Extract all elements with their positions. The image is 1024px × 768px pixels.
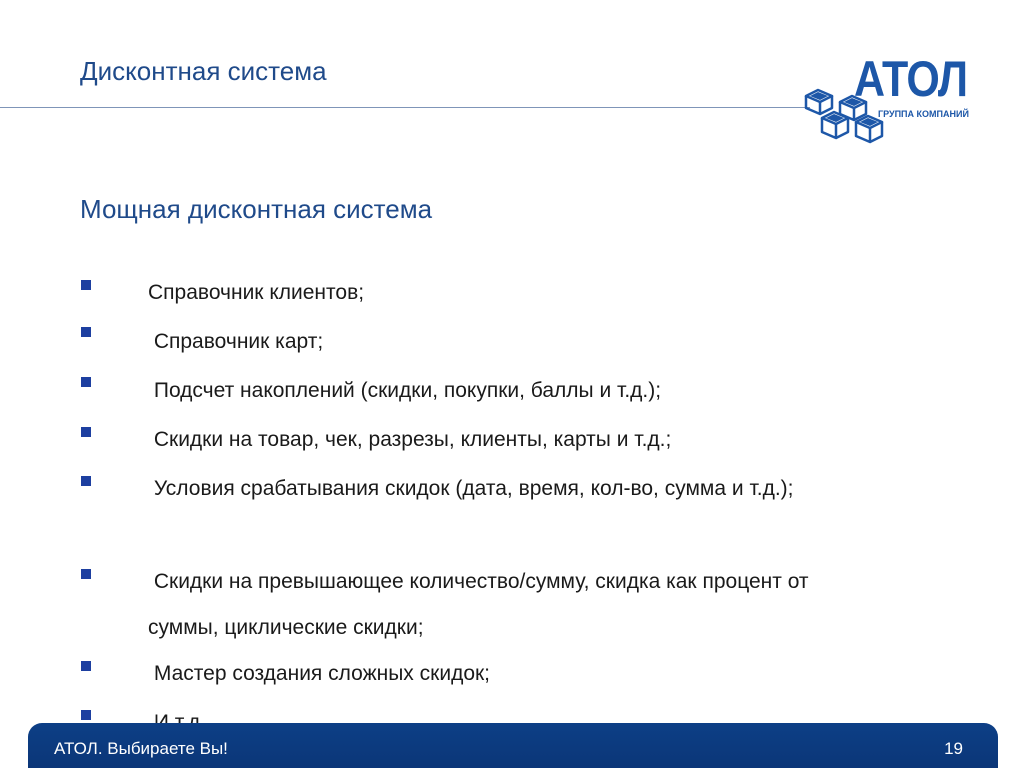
bullet-square-icon <box>81 427 91 437</box>
bullet-square-icon <box>81 661 91 671</box>
list-item-text: Скидки на превышающее количество/сумму, скидка как процент от суммы, циклические скидки; <box>148 570 815 639</box>
section-heading: Мощная дисконтная система <box>80 194 433 224</box>
list-item-text: Подсчет накоплений (скидки, покупки, баллы и т.д.); <box>148 379 662 402</box>
company-logo <box>802 51 992 150</box>
bullet-square-icon <box>81 569 91 579</box>
bullet-square-icon <box>81 280 91 290</box>
footer-slogan: АТОЛ. Выбираете Вы! <box>54 739 228 758</box>
page-number: 19 <box>944 739 963 758</box>
bullet-square-icon <box>81 377 91 387</box>
header-divider <box>0 107 810 108</box>
slide-title: Дисконтная система <box>80 56 327 86</box>
footer-bar <box>28 723 998 768</box>
list-item-text: Скидки на товар, чек, разрезы, клиенты, карты и т.д.; <box>148 428 672 451</box>
logo-subtitle: ГРУППА КОМПАНИЙ <box>878 109 969 119</box>
list-item-text: Условия срабатывания скидок (дата, время, кол-во, сумма и т.д.); <box>148 477 794 500</box>
list-item-text: Мастер создания сложных скидок; <box>148 662 491 685</box>
bullet-square-icon <box>81 710 91 720</box>
list-item-text: Справочник карт; <box>148 330 324 353</box>
list-item-text: Справочник клиентов; <box>148 281 365 304</box>
logo-wordmark: АТОЛ <box>854 51 968 107</box>
bullet-square-icon <box>81 476 91 486</box>
bullet-square-icon <box>81 327 91 337</box>
